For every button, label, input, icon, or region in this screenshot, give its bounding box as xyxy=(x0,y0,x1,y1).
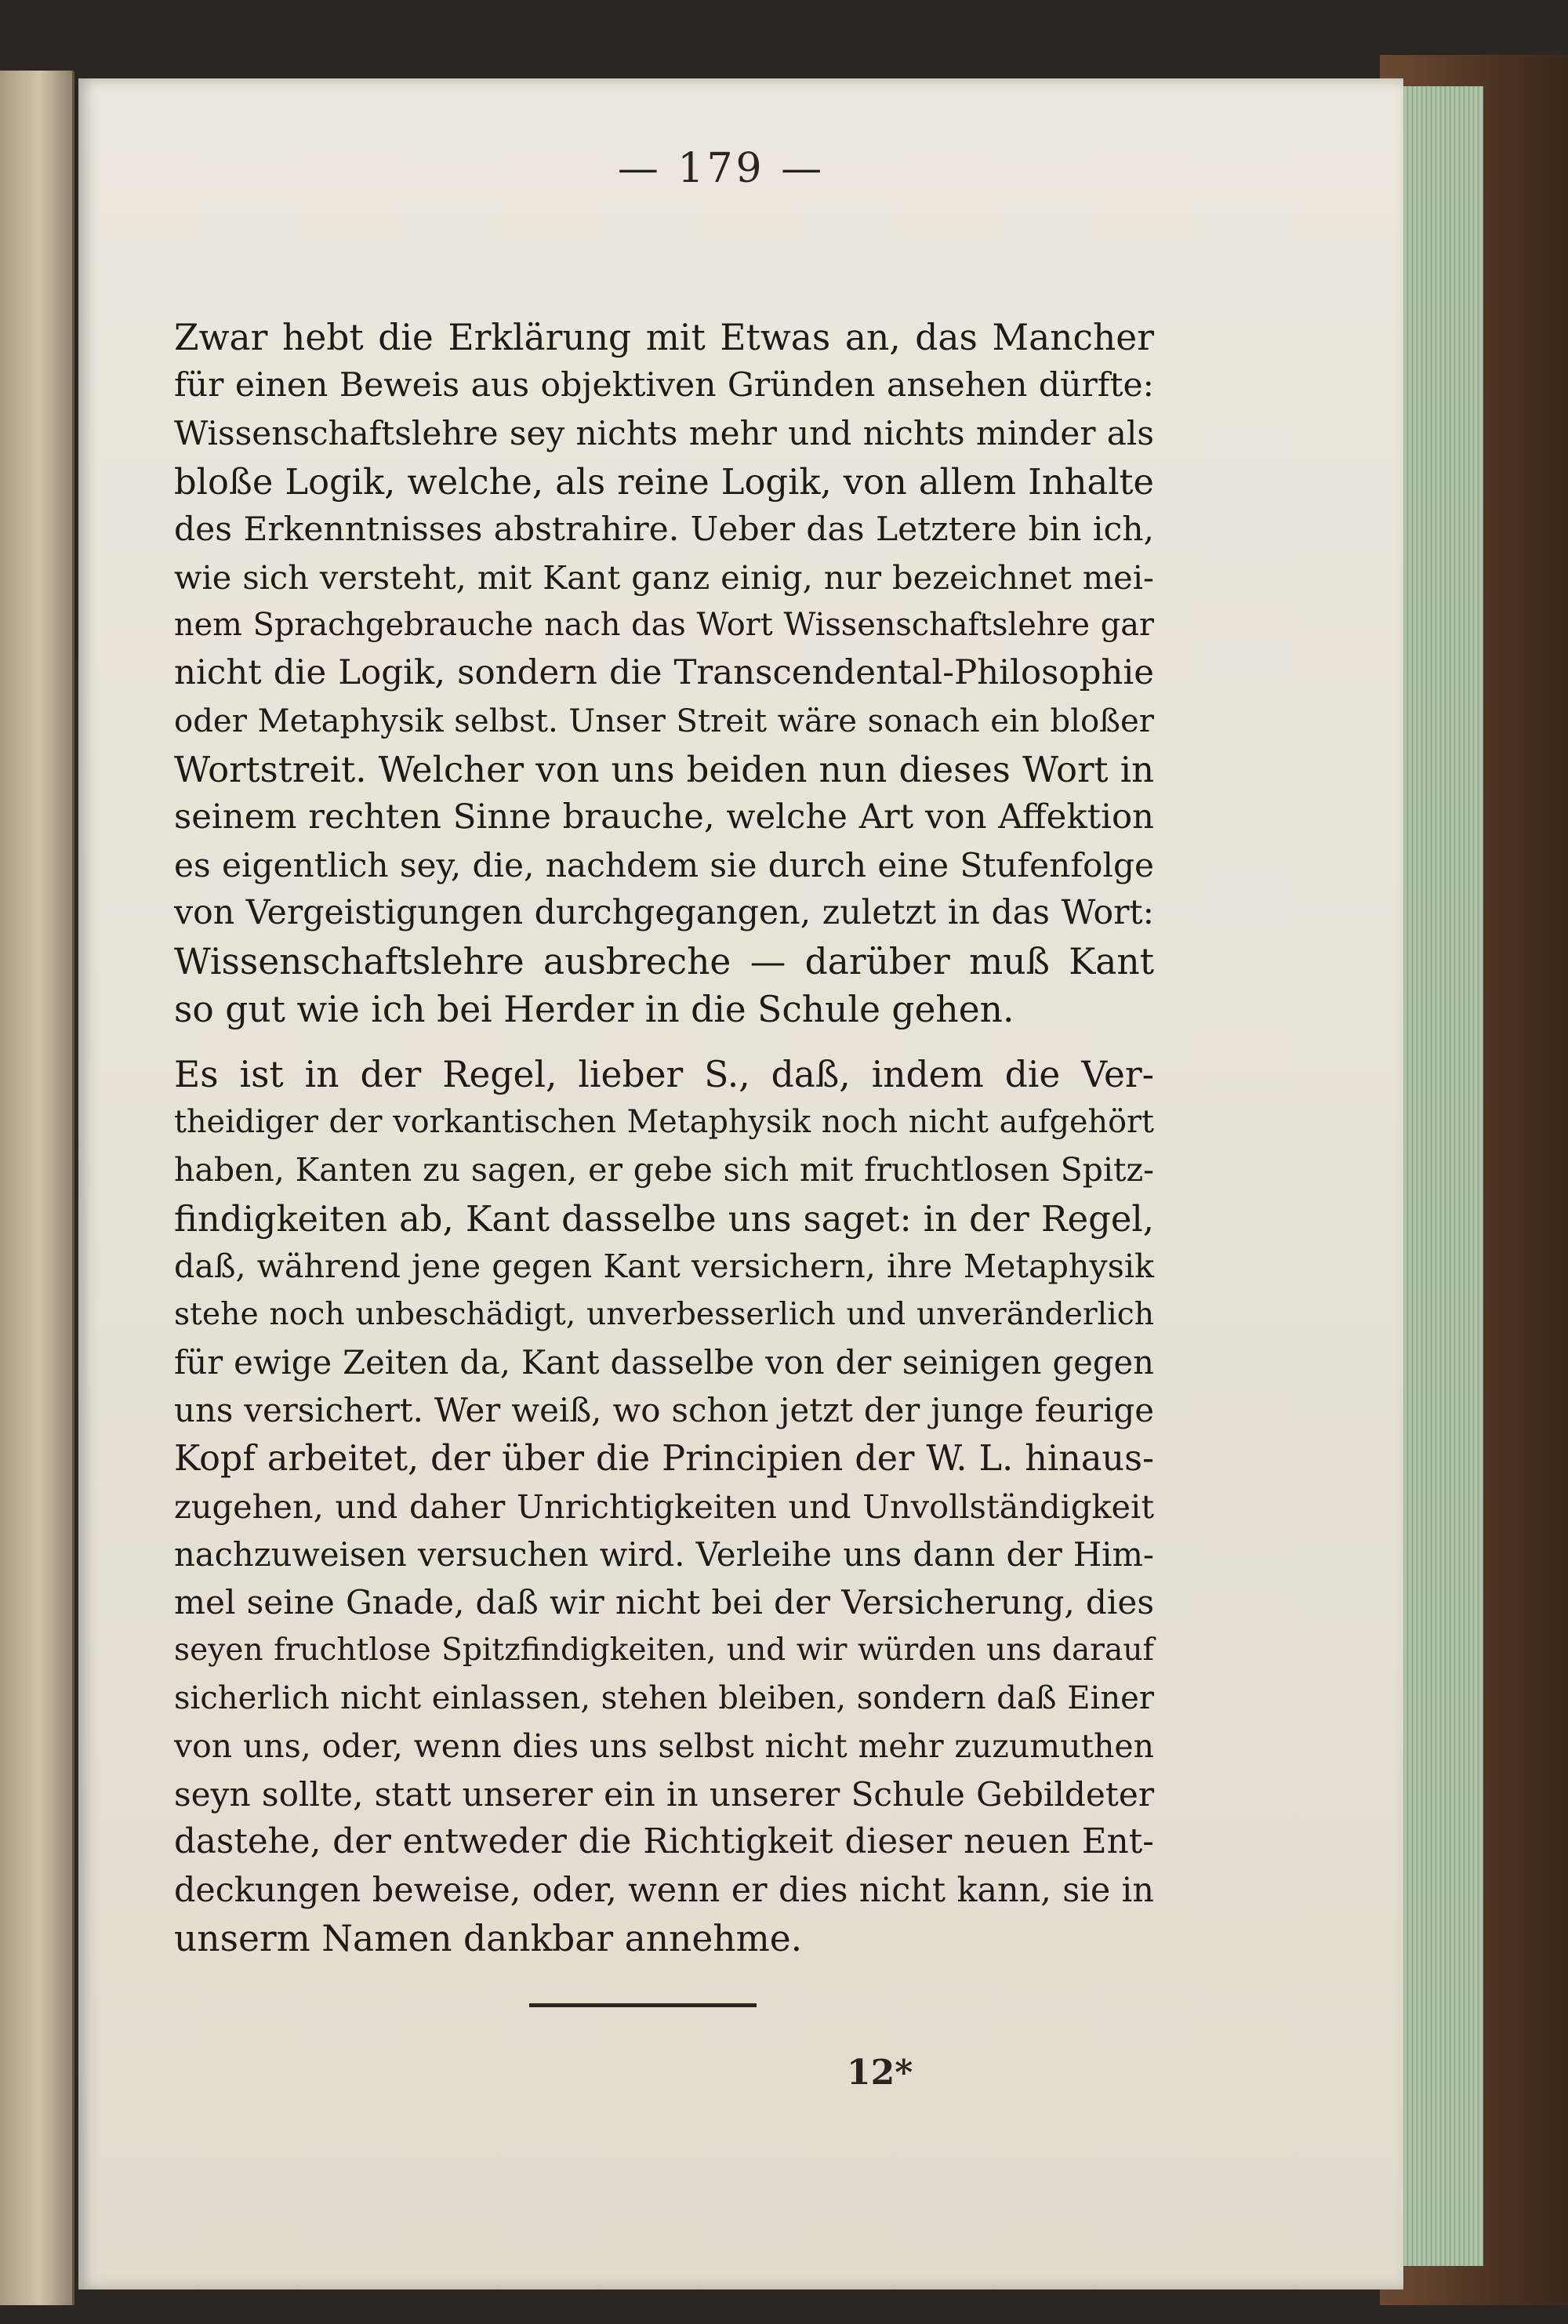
footer-rule xyxy=(529,2003,757,2007)
text-line: nem Sprachgebrauche nach das Wort Wissenschaftslehre gar xyxy=(174,607,1154,644)
text-line: theidiger der vorkantischen Metaphysik noch nicht aufgehört xyxy=(174,1104,1154,1141)
text-line: haben, Kanten zu sagen, er gebe sich mit fruchtlosen Spitz- xyxy=(174,1151,1154,1189)
text-line: Wortstreit. Welcher von uns beiden nun dieses Wort in xyxy=(174,748,1154,790)
text-line: dastehe, der entweder die Richtigkeit dieser neuen Ent- xyxy=(174,1822,1154,1862)
text-line: stehe noch unbeschädigt, unverbesserlich und unveränderlich xyxy=(174,1297,1154,1333)
body-text xyxy=(174,314,1154,1963)
text-line: für einen Beweis aus objektiven Gründen ansehen dürfte: xyxy=(174,366,1154,405)
text-line: oder Metaphysik selbst. Unser Streit wäre sonach ein bloßer xyxy=(174,703,1154,739)
text-line: Wissenschaftslehre sey nichts mehr und nichts minder als xyxy=(174,414,1154,453)
text-line: bloße Logik, welche, als reine Logik, von allem Inhalte xyxy=(174,460,1154,503)
text-line: Wissenschaftslehre ausbreche — darüber muß Kant xyxy=(174,940,1154,982)
text-line: es eigentlich sey, die, nachdem sie durch eine Stufenfolge xyxy=(174,846,1154,885)
paragraph-2 xyxy=(174,1051,1154,1963)
text-line: uns versichert. Wer weiß, wo schon jetzt der junge feurige xyxy=(174,1391,1154,1430)
text-line: so gut wie ich bei Herder in die Schule gehen. xyxy=(174,988,1014,1030)
previous-page-edge xyxy=(0,71,74,2305)
text-line: daß, während jene gegen Kant versichern, ihre Metaphysik xyxy=(174,1247,1154,1285)
text-line: seyen fruchtlose Spitzfindigkeiten, und wir würden uns darauf xyxy=(174,1632,1154,1669)
text-line: nachzuweisen versuchen wird. Verleihe uns dann der Him- xyxy=(174,1535,1154,1574)
text-line: deckungen beweise, oder, wenn er dies nicht kann, sie in xyxy=(174,1870,1154,1910)
text-line: wie sich versteht, mit Kant ganz einig, nur bezeichnet mei- xyxy=(174,558,1154,597)
text-line: von Vergeistigungen durchgegangen, zuletzt in das Wort: xyxy=(174,893,1154,933)
page-number: — 179 — xyxy=(617,145,826,192)
text-line: von uns, oder, wenn dies uns selbst nicht mehr zuzumuthen xyxy=(174,1727,1154,1765)
paragraph-1 xyxy=(174,314,1154,1033)
text-line: Kopf arbeitet, der über die Principien der W. L. hinaus- xyxy=(174,1437,1154,1479)
signature-mark: 12* xyxy=(847,2053,913,2093)
text-line: mel seine Gnade, daß wir nicht bei der Versicherung, dies xyxy=(174,1583,1154,1622)
text-line: Zwar hebt die Erklärung mit Etwas an, das Mancher xyxy=(174,317,1154,358)
text-line: unserm Namen dankbar annehme. xyxy=(174,1917,803,1959)
text-line: findigkeiten ab, Kant dasselbe uns saget: in der Regel, xyxy=(174,1197,1154,1240)
text-line: nicht die Logik, sondern die Transcendental-Philosophie xyxy=(174,653,1154,693)
text-line: Es ist in der Regel, lieber S., daß, indem die Ver- xyxy=(174,1054,1154,1096)
text-line: seyn sollte, statt unserer ein in unserer Schule Gebildeter xyxy=(174,1775,1154,1814)
text-line: seinem rechten Sinne brauche, welche Art von Affektion xyxy=(174,797,1154,837)
text-line: zugehen, und daher Unrichtigkeiten und Unvollständigkeit xyxy=(174,1487,1154,1526)
text-line: für ewige Zeiten da, Kant dasselbe von der seinigen gegen xyxy=(174,1343,1154,1382)
text-line: sicherlich nicht einlassen, stehen bleiben, sondern daß Einer xyxy=(174,1679,1154,1716)
text-line: des Erkenntnisses abstrahire. Ueber das Letztere bin ich, xyxy=(174,510,1154,549)
